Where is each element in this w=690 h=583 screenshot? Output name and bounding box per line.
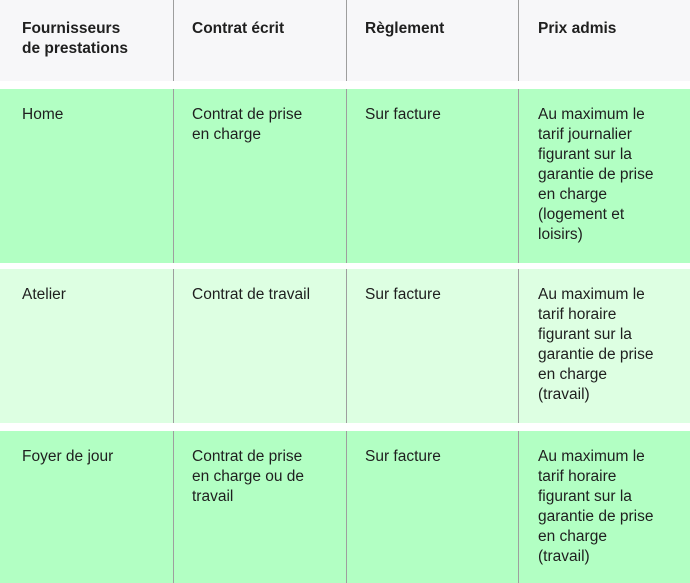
cell-provider: Foyer de jour xyxy=(22,448,114,465)
header-providers: Fournisseurs de prestations xyxy=(22,20,128,57)
table-row xyxy=(0,269,690,423)
cell-price: Au maximum le tarif horaire figurant sur la garantie de prise en charge (travail) xyxy=(518,269,690,423)
cell-price: Au maximum le tarif horaire figurant sur la garantie de prise en charge (travail) xyxy=(518,431,690,583)
header-payment: Règlement xyxy=(346,0,518,81)
cell-payment: Sur facture xyxy=(346,431,518,583)
cell-price: Au maximum le tarif journalier figurant sur la garantie de prise en charge (logement et loisirs) xyxy=(518,89,690,263)
cell-contract: Contrat de prise en charge ou de travail xyxy=(173,431,346,583)
header-accepted-price: Prix admis xyxy=(518,0,690,81)
cell-payment: Sur facture xyxy=(346,89,518,263)
cell-provider: Home xyxy=(22,106,64,123)
table-row xyxy=(0,431,690,583)
cell-contract: Contrat de travail xyxy=(173,269,346,423)
table-header-row xyxy=(0,0,690,81)
table-row xyxy=(0,89,690,263)
header-written-contract: Contrat écrit xyxy=(173,0,346,81)
cell-provider: Atelier xyxy=(22,286,66,303)
cell-contract: Contrat de prise en charge xyxy=(173,89,346,263)
cell-payment: Sur facture xyxy=(346,269,518,423)
